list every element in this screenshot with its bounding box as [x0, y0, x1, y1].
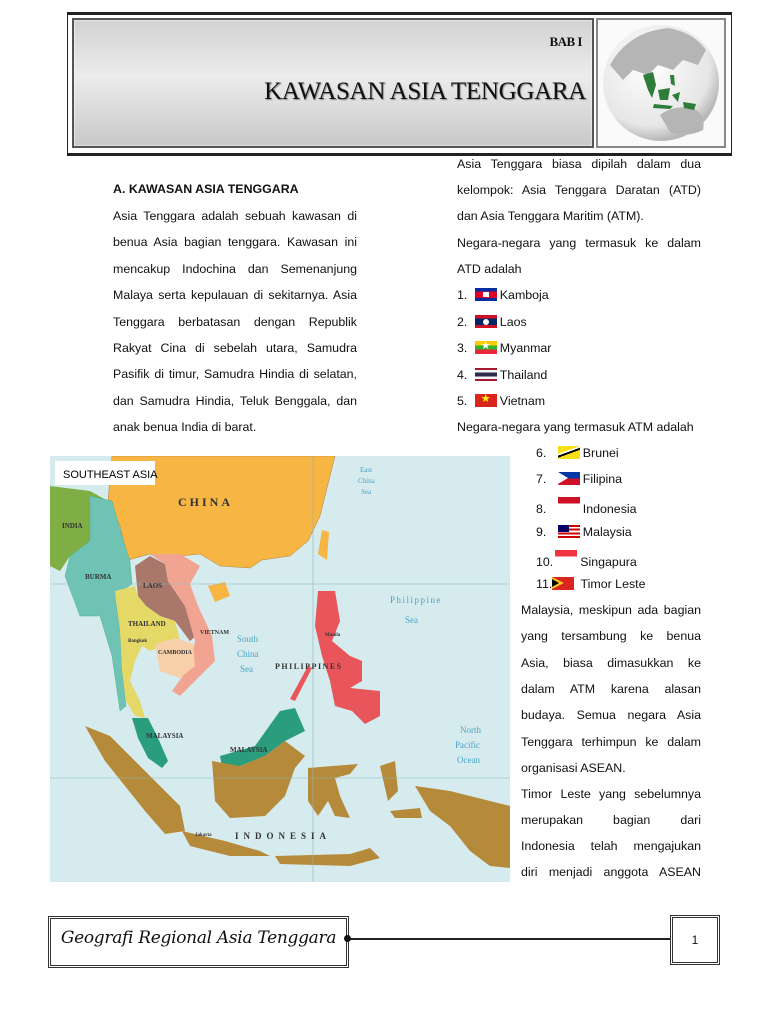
paragraph-line: dan Samudra Hindia, Teluk Benggala, dan: [113, 394, 357, 408]
list-item-cambodia: [457, 287, 549, 303]
list-item-myanmar: [457, 340, 551, 356]
brunei-flag-icon: [558, 446, 580, 459]
cambodia-flag-icon: [475, 288, 497, 301]
label-indonesia: INDONESIA: [235, 831, 332, 841]
list-item-philippines: [536, 471, 622, 487]
country-name: Timor Leste: [580, 577, 646, 591]
section-heading: A. KAWASAN ASIA TENGGARA: [113, 182, 299, 196]
country-name: Malaysia: [582, 525, 632, 539]
chapter-number: BAB I: [549, 34, 582, 49]
paragraph-line: Asia, biasa dimasukkan ke: [521, 656, 701, 670]
paragraph-line: Tenggara berbatasan dengan Republik: [113, 315, 357, 329]
timor-leste-flag-icon: [552, 577, 574, 590]
list-number: 6.: [536, 446, 547, 460]
label-malaysia-borneo: MALAYSIA: [230, 746, 268, 754]
paragraph-line: ATD adalah: [457, 262, 522, 276]
paragraph-line: Rakyat Cina di sebelah utara, Samudra: [113, 341, 357, 355]
paragraph-line: kelompok: Asia Tenggara Daratan (ATD): [457, 183, 701, 197]
list-number: 7.: [536, 472, 547, 486]
label-manila: Manila: [325, 633, 341, 638]
indonesia-flag-icon: [558, 497, 580, 510]
paragraph-line: budaya. Semua negara Asia: [521, 708, 701, 722]
paragraph-line: organisasi ASEAN.: [521, 761, 626, 775]
paragraph-line: merupakan bagian dari: [521, 813, 701, 827]
label-burma: BURMA: [85, 573, 112, 581]
list-number: 11.: [536, 577, 553, 591]
list-number: 2.: [457, 315, 468, 329]
list-item-thailand: [457, 367, 547, 383]
list-number: 4.: [457, 368, 468, 382]
label-china: CHINA: [178, 495, 234, 509]
label-philippine-sea-1: Philippine: [390, 595, 443, 605]
label-thailand: THAILAND: [128, 620, 166, 628]
label-malaysia-peninsula: MALAYSIA: [146, 732, 184, 740]
list-number: 3.: [457, 341, 468, 355]
list-item-vietnam: [457, 393, 545, 409]
footer-book-title: Geografi Regional Asia Tenggara: [60, 928, 337, 948]
paragraph-line: Pasifik di timur, Samudra Hindia di selatan,: [113, 367, 357, 381]
footer-divider: [346, 938, 670, 940]
paragraph-line: mencakup Indochina dan Semenanjung: [113, 262, 357, 276]
map-title: SOUTHEAST ASIA: [63, 469, 158, 481]
laos-flag-icon: [475, 315, 497, 328]
paragraph-line: Malaya serta kepulauan di sekitarnya. Asia: [113, 288, 357, 302]
list-number: 10.: [536, 555, 554, 569]
malaysia-flag-icon: [558, 525, 580, 538]
country-name: Filipina: [582, 472, 623, 486]
label-north-pacific-1: North: [460, 725, 481, 735]
paragraph-line: dan Asia Tenggara Maritim (ATM).: [457, 209, 644, 223]
list-number: 9.: [536, 525, 547, 539]
singapore-flag-icon: [555, 550, 577, 563]
paragraph-line: Timor Leste yang sebelumnya: [521, 787, 701, 801]
list-item-indonesia: [536, 497, 637, 517]
country-name: Myanmar: [499, 341, 552, 355]
atm-heading: Negara-negara yang termasuk ATM adalah: [457, 420, 694, 434]
paragraph-line: benua Asia bagian tenggara. Kawasan ini: [113, 235, 357, 249]
paragraph-line: anak benua India di barat.: [113, 420, 257, 434]
label-south-china-sea-3: Sea: [240, 664, 253, 674]
list-item-brunei: [536, 445, 619, 461]
paragraph-line: diri menjadi anggota ASEAN: [521, 865, 701, 879]
country-name: Indonesia: [582, 502, 637, 516]
list-item-laos: [457, 314, 527, 330]
label-laos: LAOS: [143, 582, 163, 590]
paragraph-line: Asia Tenggara adalah sebuah kawasan di: [113, 209, 357, 223]
paragraph-line: Negara-negara yang termasuk ke dalam: [457, 236, 701, 250]
country-name: Vietnam: [499, 394, 546, 408]
list-number: 5.: [457, 394, 468, 408]
paragraph-line: Malaysia, meskipun ada bagian: [521, 603, 701, 617]
paragraph-line: Tenggara terhimpun ke dalam: [521, 735, 701, 749]
page-title: KAWASAN ASIA TENGGARA: [264, 78, 586, 105]
chapter-title-box: [72, 18, 594, 148]
label-jakarta: Jakarta: [195, 833, 212, 838]
list-item-malaysia: [536, 524, 632, 540]
globe-icon: [598, 20, 724, 146]
label-cambodia: CAMBODIA: [158, 650, 192, 656]
label-east-china-sea-3: Sea: [361, 488, 372, 496]
list-item-singapore: [536, 550, 637, 570]
paragraph-line: Indonesia telah mengajukan: [521, 839, 701, 853]
paragraph-line: yang tersambung ke benua: [521, 629, 701, 643]
country-name: Brunei: [582, 446, 619, 460]
globe-image: [596, 18, 726, 148]
country-name: Thailand: [499, 368, 548, 382]
southeast-asia-map: [50, 456, 510, 882]
philippines-flag-icon: [558, 472, 580, 485]
label-philippine-sea-2: Sea: [405, 615, 418, 625]
vietnam-flag-icon: ★: [475, 394, 497, 407]
label-south-china-sea-1: South: [237, 634, 259, 644]
label-india: INDIA: [62, 522, 83, 530]
label-east-china-sea-2: China: [358, 477, 375, 485]
label-philippines: PHILIPPINES: [275, 662, 343, 671]
country-name: Laos: [499, 315, 527, 329]
list-number: 8.: [536, 502, 547, 516]
country-name: Kamboja: [499, 288, 549, 302]
label-north-pacific-3: Ocean: [457, 755, 480, 765]
label-bangkok: Bangkok: [128, 639, 148, 644]
country-name: Singapura: [580, 555, 637, 569]
label-east-china-sea-1: East: [360, 466, 373, 474]
label-vietnam: VIETNAM: [200, 630, 230, 636]
footer-book-title-box: [48, 916, 349, 968]
list-item-timor-leste: [536, 576, 646, 592]
list-number: 1.: [457, 288, 468, 302]
paragraph-line: dalam ATM karena alasan: [521, 682, 701, 696]
label-north-pacific-2: Pacific: [455, 740, 480, 750]
footer-dot: [344, 935, 351, 942]
page-number: 1: [670, 915, 720, 965]
paragraph-line: Asia Tenggara biasa dipilah dalam dua: [457, 157, 701, 171]
thailand-flag-icon: [475, 368, 497, 381]
label-south-china-sea-2: China: [237, 649, 259, 659]
myanmar-flag-icon: ★: [475, 341, 497, 354]
